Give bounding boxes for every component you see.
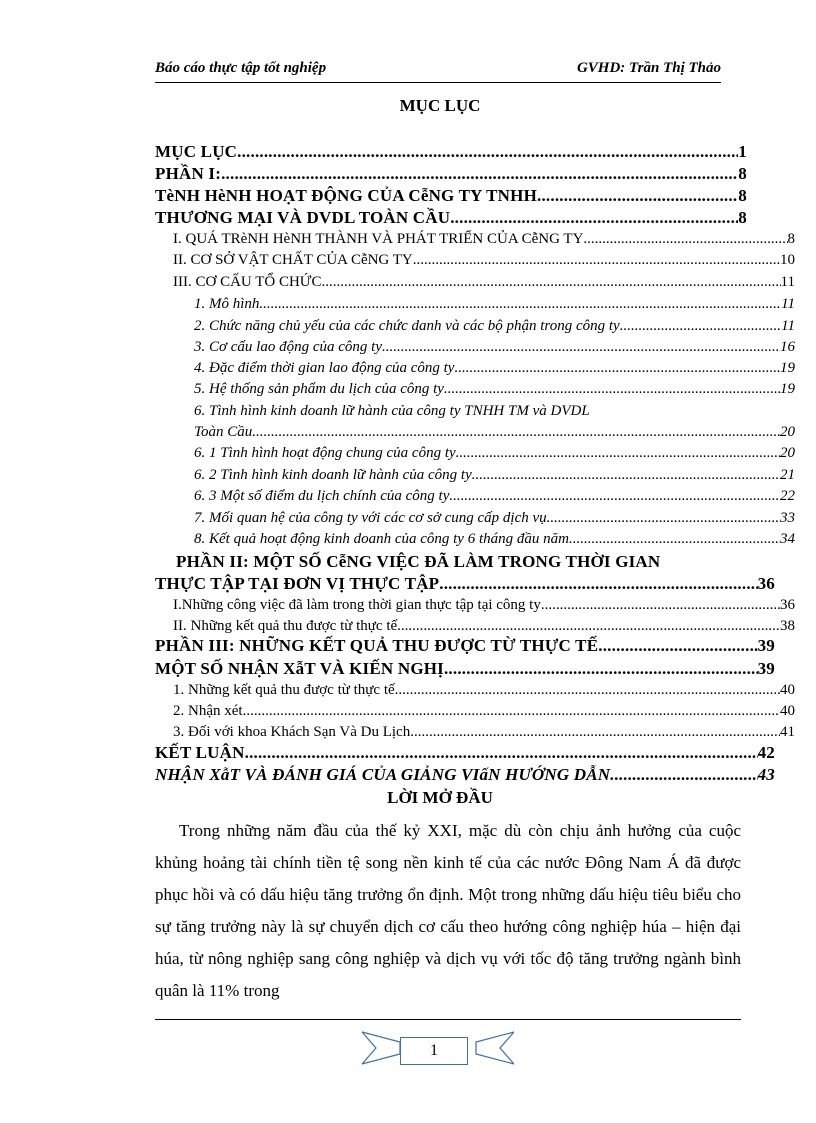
toc-entry-page: 8 [738,208,747,227]
toc-entry[interactable] [194,531,795,548]
toc-entry-page: 16 [780,339,795,355]
toc-entry-page: 10 [780,252,795,268]
toc-entry[interactable] [173,231,795,248]
toc-entry[interactable] [194,510,795,527]
toc-entry[interactable] [194,467,795,484]
toc-entry-page: 43 [757,765,775,784]
toc-entry-text: 3. Cơ cấu lao động của công ty [194,339,382,355]
toc-entry[interactable] [173,274,795,291]
toc-entry-text: 6. 1 Tình hình hoạt động chung của công ty [194,445,456,461]
toc-entry-text: 2. Nhận xét [173,703,243,719]
toc-entry-text: MỤC LỤC [155,142,238,161]
toc-entry[interactable] [155,659,775,679]
toc-entry-text: KẾT LUẬN [155,743,245,762]
toc-entry-page: 33 [780,510,795,526]
toc-entry-text: PHẦN I: [155,164,222,183]
toc-entry-page: 20 [780,424,795,440]
toc-entry-text: III. CƠ CẤU TỔ CHỨC [173,274,322,290]
toc-entry-text: PHẦN III: NHỮNG KẾT QUẢ THU ĐƯỢC TỪ THỰC TẾ [155,636,599,655]
toc-entry-page: 39 [757,636,775,655]
toc-entry-page: 1 [738,142,747,161]
toc-entry-text: TèNH HèNH HOẠT ĐỘNG CỦA CễNG TY TNHH [155,186,538,205]
toc-entry[interactable] [173,618,795,635]
header-left-text: Báo cáo thực tập tốt nghiệp [155,60,327,76]
page-header [155,60,745,82]
toc-entry-text: 7. Mối quan hệ của công ty với các cơ sở cung cấp dịch vụ [194,510,547,526]
toc-entry-page: 36 [757,574,775,593]
toc-entry-page: 39 [757,659,775,678]
intro-paragraph: Trong những năm đầu của thế kỷ XXI, mặc dù còn chịu ảnh hưởng của cuộc khủng hoảng tài chính tiền tệ song nền kinh tế của các nước Đông Nam Á đã được phục hồi và có dấu hiệu tăng trưởng ổn định. Một trong những dấu hiệu tiêu biểu cho sự tăng trưởng này là sự chuyển dịch cơ cấu theo hướng công nghiệp húa – hiện đại húa, từ nông nghiệp sang công nghiệp và dịch vụ với tốc độ tăng trưởng ngành bình quân là 11% trong [155,821,741,1000]
toc-entry[interactable] [176,552,660,572]
toc-entry[interactable] [173,703,795,720]
toc-entry-page: 40 [780,682,795,698]
toc-entry[interactable] [194,403,590,420]
toc-entry[interactable] [155,208,747,228]
toc-entry-page: 34 [780,531,795,547]
toc-entry-text: THƯƠNG MẠI VÀ DVDL TOÀN CẦU [155,208,451,227]
toc-entry-text: 6. 2 Tình hình kinh doanh lữ hành của công ty [194,467,472,483]
toc-entry-page: 8 [738,186,747,205]
footer-rule [155,1019,741,1020]
toc-entry[interactable] [194,488,795,505]
toc-entry-text: I. QUÁ TRèNH HèNH THÀNH VÀ PHÁT TRIỂN CỦA CễNG TY [173,231,584,247]
toc-entry-text: 1. Những kết quả thu được từ thực tế [173,682,395,698]
toc-entry-page: 11 [781,318,795,334]
toc-entry[interactable] [173,724,795,741]
toc-entry[interactable] [155,142,747,162]
toc-entry-text: MỘT SỐ NHẬN XẫT VÀ KIẾN NGHỊ [155,659,444,678]
page-number: 1 [400,1037,468,1065]
toc-entry[interactable] [155,186,747,206]
toc-entry-text: 6. 3 Một số điểm du lịch chính của công ty [194,488,450,504]
toc-entry-page: 19 [780,381,795,397]
toc-entry-text: PHẦN II: MỘT SỐ CễNG VIỆC ĐÃ LÀM TRONG THỜI GIAN [176,552,661,571]
toc-entry-text: 3. Đối với khoa Khách Sạn Và Du Lịch [173,724,411,740]
toc-entry[interactable] [173,682,795,699]
header-right-text: GVHD: Trần Thị Thảo [576,60,721,76]
toc-entry-page: 22 [780,488,795,504]
toc-entry[interactable] [194,381,795,398]
toc-entry-text: NHẬN XẫT VÀ ĐÁNH GIÁ CỦA GIẢNG VIấN HƯỚNG DẪN [155,765,611,784]
toc-entry[interactable] [194,360,795,377]
toc-entry[interactable] [155,574,775,594]
toc-entry-page: 36 [780,597,795,613]
toc-entry-page: 40 [780,703,795,719]
toc-entry-text: 5. Hệ thống sản phẩm du lịch của công ty [194,381,444,397]
toc-entry-page: 11 [781,296,795,312]
toc-entry-text: 2. Chức năng chủ yếu của các chức danh và các bộ phận trong công ty [194,318,620,334]
toc-entry-page: 8 [738,164,747,183]
toc-entry-text: 6. Tình hình kinh doanh lữ hành của công ty TNHH TM và DVDL [194,403,590,419]
toc-entry[interactable] [173,252,795,269]
toc-entry-text: 1. Mô hình [194,296,260,312]
toc-entry[interactable] [155,636,775,656]
toc-entry[interactable] [194,318,795,335]
toc-entry-page: 19 [780,360,795,376]
intro-title: LỜI MỞ ĐẦU [387,788,493,807]
toc-entry-text: I.Những công việc đã làm trong thời gian thực tập tại công ty [173,597,541,613]
toc-entry-text: 4. Đặc điểm thời gian lao động của công ty [194,360,455,376]
toc-entry-page: 20 [780,445,795,461]
toc-entry[interactable] [194,339,795,356]
toc-entry-text: II. CƠ SỞ VẬT CHẤT CỦA CễNG TY [173,252,413,268]
toc-entry-text: II. Những kết quả thu được từ thực tế [173,618,398,634]
toc-entry-page: 38 [780,618,795,634]
toc-title: MỤC LỤC [399,96,481,115]
toc-entry[interactable] [155,743,775,763]
header-rule [155,82,721,83]
toc-entry-page: 8 [787,231,795,247]
toc-entry-page: 21 [780,467,795,483]
toc-entry-text: 8. Kết quả hoạt động kinh doanh của công ty 6 tháng đầu năm [194,531,569,547]
toc-entry-text: THỰC TẬP TẠI ĐƠN VỊ THỰC TẬP [155,574,440,593]
toc-entry[interactable] [194,445,795,462]
toc-entry-page: 42 [757,743,775,762]
toc-entry[interactable] [155,765,775,785]
toc-entry[interactable] [194,296,795,313]
toc-entry-page: 41 [780,724,795,740]
toc-entry-page: 11 [780,274,795,290]
toc-entry[interactable] [173,597,795,614]
toc-entry[interactable] [194,424,795,441]
toc-entry[interactable] [155,164,747,184]
toc-entry-text: Toàn Cầu [194,424,253,440]
